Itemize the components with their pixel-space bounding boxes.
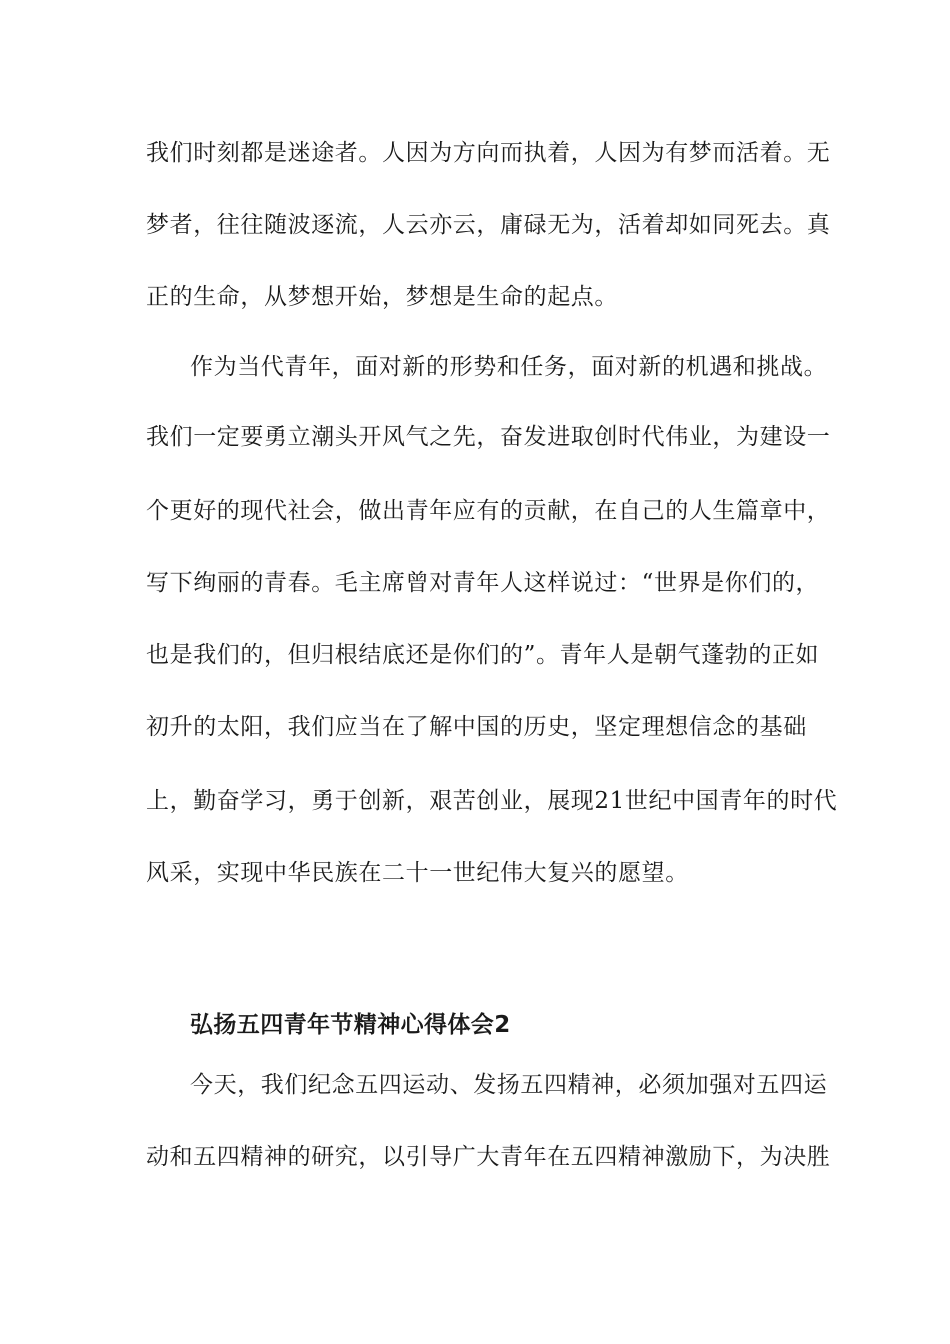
paragraph-2-line-2: 我们一定要勇立潮头开风气之先，奋发进取创时代伟业，为建设一 (146, 424, 831, 450)
paragraph-2-line-3: 个更好的现代社会，做出青年应有的贡献，在自己的人生篇章中， (146, 498, 831, 524)
paragraph-2-line-1: 作为当代青年，面对新的形势和任务，面对新的机遇和挑战。 (190, 354, 828, 380)
paragraph-2-line-7: 上，勤奋学习，勇于创新，艰苦创业，展现21世纪中国青年的时代 (146, 788, 838, 814)
paragraph-2-line-8: 风采，实现中华民族在二十一世纪伟大复兴的愿望。 (146, 860, 689, 886)
section-2-line-1: 今天，我们纪念五四运动、发扬五四精神，必须加强对五四运 (190, 1072, 828, 1098)
paragraph-1-line-3: 正的生命，从梦想开始，梦想是生命的起点。 (146, 284, 618, 310)
paragraph-2-line-5: 也是我们的，但归根结底还是你们的”。青年人是朝气蓬勃的正如 (146, 642, 820, 668)
section-heading: 弘扬五四青年节精神心得体会2 (190, 1012, 511, 1038)
paragraph-1-line-2: 梦者，往往随波逐流，人云亦云，庸碌无为，活着却如同死去。真 (146, 212, 831, 238)
section-2-line-2: 动和五四精神的研究，以引导广大青年在五四精神激励下，为决胜 (146, 1144, 831, 1170)
paragraph-2-line-6: 初升的太阳，我们应当在了解中国的历史，坚定理想信念的基础 (146, 714, 807, 740)
paragraph-2-line-4: 写下绚丽的青春。毛主席曾对青年人这样说过：“世界是你们的， (146, 570, 820, 596)
paragraph-1-line-1: 我们时刻都是迷途者。人因为方向而执着，人因为有梦而活着。无 (146, 140, 831, 166)
